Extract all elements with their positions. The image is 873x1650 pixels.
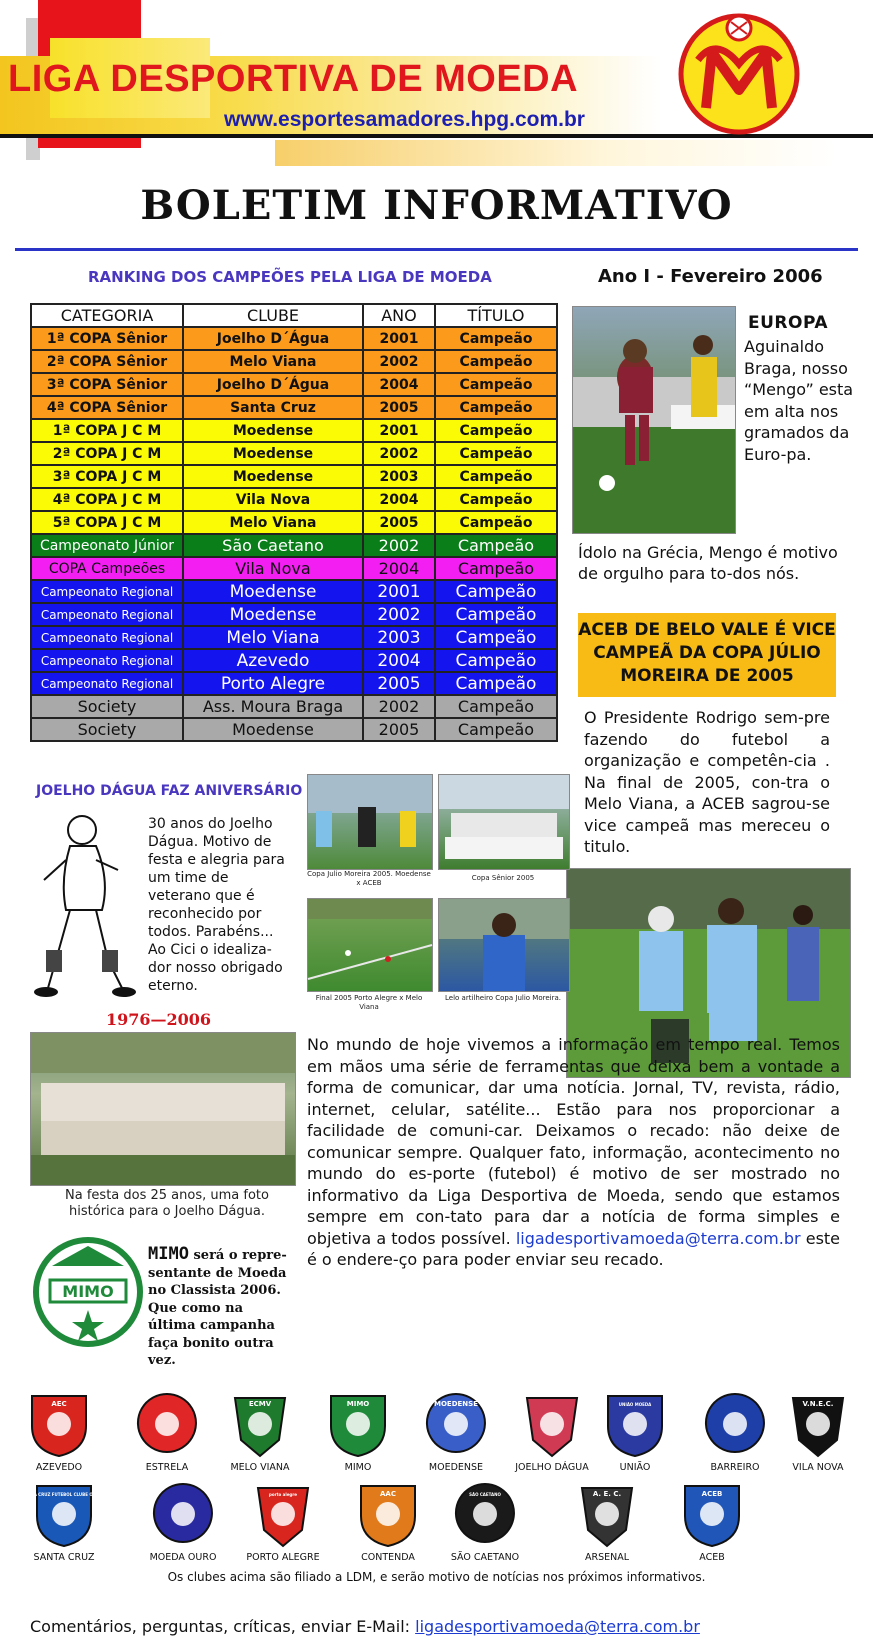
title-rule <box>15 248 858 251</box>
league-title: LIGA DESPORTIVA DE MOEDA <box>8 58 579 100</box>
cell-categoria: 3ª COPA Sênior <box>31 373 183 396</box>
cell-titulo: Campeão <box>435 534 557 557</box>
club-crest-icon <box>252 1482 314 1548</box>
cell-categoria: 2ª COPA Sênior <box>31 350 183 373</box>
cell-clube: Moedense <box>183 603 363 626</box>
club-crest-icon <box>787 1392 849 1458</box>
cell-clube: Moedense <box>183 419 363 442</box>
table-row <box>31 511 557 534</box>
club-badge <box>567 1482 647 1563</box>
cell-categoria: Campeonato Regional <box>31 626 183 649</box>
table-row <box>31 442 557 465</box>
photo-caption-s4: Lelo artilheiro Copa Julio Moreira. <box>445 994 561 1002</box>
cell-clube: Joelho D´Água <box>183 373 363 396</box>
club-name: MIMO <box>344 1462 372 1473</box>
cell-titulo: Campeão <box>435 695 557 718</box>
europa-photo <box>572 306 736 534</box>
cell-clube: Moedense <box>183 580 363 603</box>
club-crest-icon <box>604 1392 666 1458</box>
mimo-logo-letters: MIMO <box>62 1282 114 1301</box>
table-row <box>31 465 557 488</box>
club-badge <box>416 1392 496 1473</box>
club-name: ACEB <box>699 1552 725 1563</box>
cell-ano: 2001 <box>363 580 435 603</box>
cell-clube: Vila Nova <box>183 488 363 511</box>
table-row <box>31 557 557 580</box>
club-badge-lettering: SANTA CRUZ FUTEBOL CLUBE OLARIA <box>21 1492 107 1497</box>
club-name: ESTRELA <box>145 1462 189 1473</box>
club-name: SÃO CAETANO <box>450 1552 520 1563</box>
cell-categoria: Society <box>31 695 183 718</box>
cell-categoria: 2ª COPA J C M <box>31 442 183 465</box>
club-badge-lettering: AAC <box>380 1490 396 1498</box>
europa-text: Aguinaldo Braga, nosso “Mengo” esta em alta nos gramados da Euro-pa. <box>744 337 854 464</box>
cell-ano: 2005 <box>363 396 435 419</box>
club-name: VILA NOVA <box>792 1462 844 1473</box>
aceb-headline: ACEB DE BELO VALE É VICE CAMPEÃ DA COPA JÚLIO MOREIRA DE 2005 <box>578 613 836 697</box>
cell-clube: Moedense <box>183 442 363 465</box>
club-badge <box>695 1392 775 1473</box>
cell-categoria: 1ª COPA J C M <box>31 419 183 442</box>
cell-categoria: 1ª COPA Sênior <box>31 327 183 350</box>
cell-titulo: Campeão <box>435 718 557 741</box>
cell-categoria: Campeonato Regional <box>31 603 183 626</box>
club-badge <box>672 1482 752 1563</box>
cell-titulo: Campeão <box>435 442 557 465</box>
cell-titulo: Campeão <box>435 327 557 350</box>
club-badge-lettering: UNIÃO MOEDA <box>618 1402 652 1407</box>
table-row <box>31 695 557 718</box>
cell-titulo: Campeão <box>435 419 557 442</box>
cell-ano: 2005 <box>363 718 435 741</box>
cell-clube: Ass. Moura Braga <box>183 695 363 718</box>
aceb-text: O Presidente Rodrigo sem-pre fazendo do futebol a organização e competên-cia . Na final de 2005, con-tra o Melo Viana, a ACEB sagrou-se vice campeã mas mereceu o titulo. <box>584 708 830 856</box>
cell-ano: 2004 <box>363 488 435 511</box>
mimo-article <box>148 1246 288 1370</box>
photo-lelo <box>438 898 570 992</box>
club-crest-icon <box>21 1482 107 1548</box>
club-badge-lettering: ACEB <box>701 1490 723 1498</box>
clubs-note: Os clubes acima são filiado a LDM, e serão motivo de notícias nos próximos informativos. <box>167 1570 706 1584</box>
cell-clube: Santa Cruz <box>183 396 363 419</box>
table-row <box>31 718 557 741</box>
photo-caption-s2: Copa Sênior 2005 <box>471 874 535 882</box>
table-row <box>31 672 557 695</box>
header-fade-band <box>275 140 835 166</box>
club-name: UNIÃO <box>619 1462 651 1473</box>
club-name: BARREIRO <box>710 1462 760 1473</box>
club-name: PORTO ALEGRE <box>246 1552 320 1563</box>
col-header-clube: CLUBE <box>183 304 363 327</box>
table-row <box>31 603 557 626</box>
club-crest-icon <box>425 1392 487 1458</box>
club-badge <box>778 1392 858 1473</box>
cell-ano: 2002 <box>363 534 435 557</box>
cell-ano: 2003 <box>363 626 435 649</box>
joelho-cartoon <box>30 810 142 1002</box>
cell-titulo: Campeão <box>435 626 557 649</box>
club-name: SANTA CRUZ <box>33 1552 95 1563</box>
photo-final-2005 <box>307 898 433 992</box>
cell-clube: Melo Viana <box>183 350 363 373</box>
club-name: JOELHO DÁGUA <box>515 1462 589 1473</box>
mimo-name: MIMO <box>148 1244 189 1264</box>
cell-ano: 2005 <box>363 511 435 534</box>
cell-titulo: Campeão <box>435 557 557 580</box>
club-crest-icon <box>576 1482 638 1548</box>
club-badge <box>512 1392 592 1473</box>
club-name: MOEDA OURO <box>149 1552 217 1563</box>
club-badge-lettering: A. E. C. <box>592 1490 622 1498</box>
cell-categoria: Campeonato Regional <box>31 672 183 695</box>
club-badge <box>318 1392 398 1473</box>
joelho-group-photo <box>30 1032 296 1186</box>
club-name: MELO VIANA <box>230 1462 290 1473</box>
joelho-text: 30 anos do Joelho Dágua. Motivo de festa e alegria para um time de veterano que é reconhecido por todos. Parabéns... Ao Cici o idealiza-dor nosso obrigado eterno. <box>148 816 285 994</box>
cell-categoria: Campeonato Regional <box>31 649 183 672</box>
club-badge <box>19 1392 99 1473</box>
cell-titulo: Campeão <box>435 396 557 419</box>
col-header-categoria: CATEGORIA <box>31 304 183 327</box>
cell-ano: 2001 <box>363 327 435 350</box>
club-badge-lettering: V.N.E.C. <box>802 1400 834 1408</box>
club-badge-lettering: MIMO <box>346 1400 370 1408</box>
table-row <box>31 419 557 442</box>
table-row <box>31 580 557 603</box>
photo-copa-julio-moreira <box>307 774 433 870</box>
club-badge <box>127 1392 207 1473</box>
edition-date: Ano I - Fevereiro 2006 <box>598 266 823 287</box>
cell-clube: Moedense <box>183 718 363 741</box>
club-name: AZEVEDO <box>35 1462 83 1473</box>
cell-titulo: Campeão <box>435 649 557 672</box>
club-badge-lettering: SÃO CAETANO <box>469 1492 501 1497</box>
table-row <box>31 373 557 396</box>
photo-caption-s3: Final 2005 Porto Alegre x Melo Viana <box>315 994 423 1011</box>
club-badge-lettering: AEC <box>51 1400 67 1408</box>
club-badge <box>143 1482 223 1563</box>
cell-categoria: 5ª COPA J C M <box>31 511 183 534</box>
photo-copa-senior <box>438 774 570 870</box>
cell-ano: 2003 <box>363 465 435 488</box>
cell-categoria: COPA Campeões <box>31 557 183 580</box>
europa-title: EUROPA <box>748 313 829 333</box>
cell-clube: Azevedo <box>183 649 363 672</box>
cell-ano: 2002 <box>363 695 435 718</box>
club-crest-icon <box>229 1392 291 1458</box>
cell-titulo: Campeão <box>435 580 557 603</box>
club-crest-icon <box>152 1482 214 1548</box>
table-row <box>31 396 557 419</box>
club-crest-icon <box>704 1392 766 1458</box>
club-badge <box>445 1482 525 1563</box>
club-crest-icon <box>454 1482 516 1548</box>
footer-email-link[interactable]: ligadesportivamoeda@terra.com.br <box>415 1617 700 1636</box>
cell-clube: Melo Viana <box>183 511 363 534</box>
table-row <box>31 534 557 557</box>
footer <box>30 1617 700 1636</box>
cell-categoria: 3ª COPA J C M <box>31 465 183 488</box>
table-row <box>31 649 557 672</box>
club-crest-icon <box>357 1482 419 1548</box>
club-name: CONTENDA <box>361 1552 415 1563</box>
club-badge <box>595 1392 675 1473</box>
joelho-photo-caption: Na festa dos 25 anos, uma foto histórica para o Joelho Dágua. <box>65 1188 269 1219</box>
joelho-years: 1976—2006 <box>106 1010 212 1029</box>
cell-titulo: Campeão <box>435 488 557 511</box>
mundo-tail: este é o endere-ço para poder enviar seu recado. <box>307 1228 841 1269</box>
table-row <box>31 488 557 511</box>
cell-titulo: Campeão <box>435 350 557 373</box>
cell-categoria: 4ª COPA Sênior <box>31 396 183 419</box>
cell-categoria: 4ª COPA J C M <box>31 488 183 511</box>
club-crest-icon <box>136 1392 198 1458</box>
table-row <box>31 350 557 373</box>
league-logo <box>676 8 802 134</box>
cell-clube: Melo Viana <box>183 626 363 649</box>
cell-clube: Moedense <box>183 465 363 488</box>
cell-clube: Vila Nova <box>183 557 363 580</box>
bulletin-title: BOLETIM INFORMATIVO <box>140 182 733 229</box>
club-badge <box>220 1392 300 1473</box>
col-header-ano: ANO <box>363 304 435 327</box>
club-crest-icon <box>28 1392 90 1458</box>
cell-titulo: Campeão <box>435 465 557 488</box>
cell-categoria: Campeonato Júnior <box>31 534 183 557</box>
club-crest-icon <box>521 1392 583 1458</box>
table-header-row <box>31 304 557 327</box>
club-name: ARSENAL <box>584 1552 630 1563</box>
cell-ano: 2002 <box>363 603 435 626</box>
ranking-table <box>30 303 558 742</box>
cell-ano: 2004 <box>363 557 435 580</box>
cell-ano: 2004 <box>363 373 435 396</box>
photo-caption-s1: Copa Julio Moreira 2005. Moedense x ACEB <box>307 870 431 887</box>
cell-clube: São Caetano <box>183 534 363 557</box>
cell-categoria: Campeonato Regional <box>31 580 183 603</box>
cell-titulo: Campeão <box>435 511 557 534</box>
cell-titulo: Campeão <box>435 373 557 396</box>
mimo-text: será o repre-sentante de Moeda no Classista 2006. Que como na última campanha faça bonito outra vez. <box>148 1248 287 1368</box>
cell-clube: Joelho D´Água <box>183 327 363 350</box>
club-badge <box>348 1482 428 1563</box>
club-badge <box>243 1482 323 1563</box>
mimo-logo <box>32 1236 144 1348</box>
club-badge-lettering: porto alegre <box>269 1492 297 1497</box>
mundo-email-link[interactable]: ligadesportivamoeda@terra.com.br <box>515 1228 801 1248</box>
footer-text: Comentários, perguntas, críticas, enviar E-Mail: <box>30 1617 411 1636</box>
cell-ano: 2002 <box>363 442 435 465</box>
table-row <box>31 626 557 649</box>
cell-clube: Porto Alegre <box>183 672 363 695</box>
table-row <box>31 327 557 350</box>
club-badge <box>21 1482 107 1563</box>
cell-titulo: Campeão <box>435 603 557 626</box>
mundo-text: No mundo de hoje vivemos a informação em tempo real. Temos em mãos uma série de ferramentas que deixa bem a vontade a forma de comunicar, dar uma notícia. Jornal, TV, revista, rádio, internet, celular, satélite... Estão para nos proporcionar a facilidade de comuni-car. Deixamos o recado: não deixe de comunicar sempre. Qualquer fato, informação, acontecimento no mundo do es-porte (futebol) é motivo de ser mostrado no informativo da Liga Desportiva de Moeda, sendo que estamos sempre em con-tato para dar a notícia de forma simples e objetiva a todos possível. <box>307 1035 840 1248</box>
cell-ano: 2004 <box>363 649 435 672</box>
mundo-article <box>307 1034 840 1271</box>
cell-categoria: Society <box>31 718 183 741</box>
cell-ano: 2002 <box>363 350 435 373</box>
club-badge-lettering: MOEDENSE <box>434 1400 478 1408</box>
site-url[interactable]: www.esportesamadores.hpg.com.br <box>224 108 585 131</box>
ranking-title: RANKING DOS CAMPEÕES PELA LIGA DE MOEDA <box>88 268 492 286</box>
joelho-title: JOELHO DÁGUA FAZ ANIVERSÁRIO <box>36 783 303 799</box>
club-name: MOEDENSE <box>428 1462 484 1473</box>
cell-titulo: Campeão <box>435 672 557 695</box>
cell-ano: 2001 <box>363 419 435 442</box>
header-rule <box>0 134 873 138</box>
club-crest-icon <box>327 1392 389 1458</box>
club-crest-icon <box>681 1482 743 1548</box>
club-badge-lettering: ECMV <box>248 1400 272 1408</box>
cell-ano: 2005 <box>363 672 435 695</box>
col-header-titulo: TÍTULO <box>435 304 557 327</box>
europa-followup: Ídolo na Grécia, Mengo é motivo de orgulho para to-dos nós. <box>578 543 838 583</box>
